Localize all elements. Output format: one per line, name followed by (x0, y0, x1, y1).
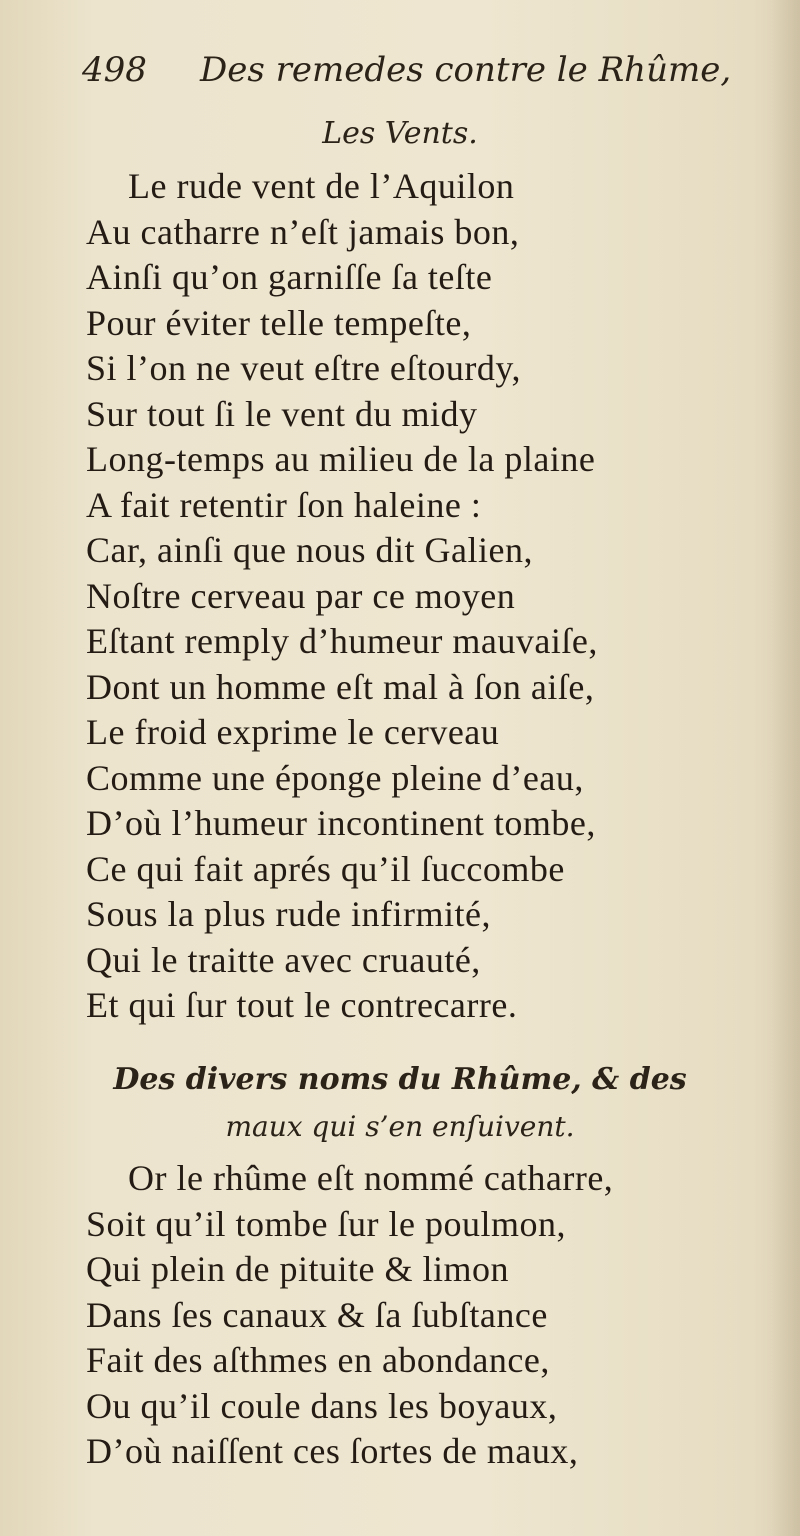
verse-line: Car, ainſi que nous dit Galien, (86, 530, 533, 570)
verse-line: Dont un homme eſt mal à ſon aiſe, (86, 666, 595, 707)
page-edge-shadow (770, 0, 800, 1536)
verse-line: A fait retentir ſon haleine : (86, 484, 482, 525)
verse-line: Fait des aſthmes en abondance, (86, 1340, 550, 1380)
verse-line: Long-temps au milieu de la plaine (86, 439, 596, 479)
verse-line: Ainſi qu’on garniſſe ſa teſte (86, 257, 493, 297)
verse-line: Le rude vent de l’Aquilon (128, 166, 515, 206)
verse-line: Sous la plus rude infirmité, (86, 894, 491, 934)
verse-line: Ce qui fait aprés qu’il ſuccombe (86, 848, 565, 889)
verse-line: Eſtant remply d’humeur mauvaiſe, (86, 621, 598, 661)
verse-line: Dans ſes canaux & ſa ſubſtance (86, 1294, 548, 1335)
running-header (82, 50, 742, 100)
verse-line: Sur tout ſi le vent du midy (86, 393, 478, 434)
verse-line: D’où l’humeur incontinent tombe, (86, 803, 596, 843)
section-title-vents: Les Vents. (322, 116, 478, 151)
verse-line: D’où naiſſent ces ſortes de maux, (86, 1431, 579, 1471)
verse-line: Si l’on ne veut eſtre eſtourdy, (86, 348, 522, 388)
verse-line: Soit qu’il tombe ſur le poulmon, (86, 1203, 566, 1244)
verse-line: Comme une éponge pleine d’eau, (86, 757, 584, 798)
verse-line: Noſtre cerveau par ce moyen (86, 575, 516, 616)
verse-line: Et qui ſur tout le contrecarre. (86, 985, 518, 1025)
verse-line: Le froid exprime le cerveau (86, 712, 500, 752)
verse-line: Qui plein de pituite & limon (86, 1249, 509, 1289)
verse-line: Qui le traitte avec cruauté, (86, 939, 481, 980)
section-subtitle-divers-noms: maux qui s’en enſuivent. (225, 1110, 575, 1143)
page-number: 498 (82, 50, 147, 90)
verse-line: Ou qu’il coule dans les boyaux, (86, 1385, 558, 1426)
running-title: Des remedes contre le Rhûme, (200, 50, 732, 90)
verse-line: Or le rhûme eſt nommé catharre, (128, 1158, 614, 1198)
verse-block-vents (86, 164, 736, 1029)
verse-block-divers-noms (86, 1156, 736, 1475)
verse-line: Au catharre n’eſt jamais bon, (86, 211, 520, 252)
section-title-divers-noms: Des divers noms du Rhûme, & des (113, 1062, 687, 1097)
verse-line: Pour éviter telle tempeſte, (86, 302, 472, 343)
